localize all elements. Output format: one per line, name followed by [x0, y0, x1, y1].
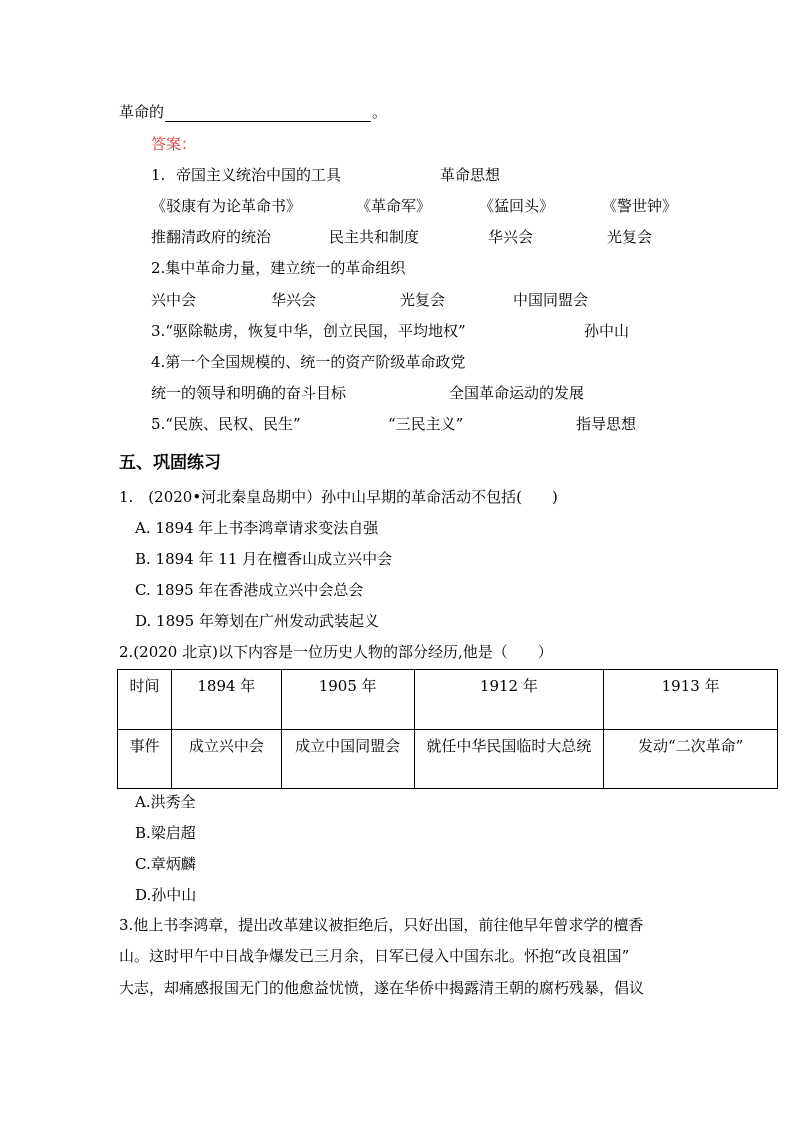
- fill-in-blank: [165, 106, 371, 122]
- org-name: 华兴会: [271, 291, 317, 309]
- answer-item: 华兴会: [488, 228, 534, 246]
- table-row: [118, 670, 778, 730]
- table-header-cell: 1912 年: [414, 670, 604, 730]
- table-cell: 成立中国同盟会: [281, 730, 414, 789]
- intro-suffix: 。: [372, 103, 388, 121]
- question-1-option-d: D. 1895 年筹划在广州发动武装起义: [135, 612, 379, 630]
- table-cell: 事件: [118, 730, 172, 789]
- question-2-option-b: B.梁启超: [135, 824, 196, 842]
- answer-1-number: 1.: [151, 166, 166, 184]
- answer-1-part1: 帝国主义统治中国的工具: [176, 166, 342, 184]
- question-1-option-c: C. 1895 年在香港成立兴中会总会: [135, 581, 364, 599]
- question-3-line: 山。这时甲午中日战争爆发已三月余，日军已侵入中国东北。怀抱“改良祖国”: [119, 947, 630, 965]
- answer-4: 4.第一个全国规模的、统一的资产阶级革命政党: [151, 353, 466, 371]
- question-1-stem: 1. (2020•河北秦皇岛期中）孙中山早期的革命活动不包括( ): [119, 488, 558, 506]
- answer-3-text: 3.“驱除鞑虏，恢复中华，创立民国，平均地权”: [151, 322, 466, 340]
- table-row: [118, 730, 778, 789]
- question-1-option-b: B. 1894 年 11 月在檀香山成立兴中会: [135, 550, 393, 568]
- table-header-cell: 1913 年: [604, 670, 778, 730]
- answer-label: 答案：: [151, 135, 197, 153]
- answer-item: 光复会: [607, 228, 653, 246]
- answer-item: 民主共和制度: [329, 228, 420, 246]
- answer-item: 指导思想: [576, 415, 637, 433]
- answer-1-part2: 革命思想: [440, 166, 501, 184]
- intro-line: [119, 102, 387, 122]
- question-2-option-d: D.孙中山: [135, 886, 197, 904]
- org-name: 中国同盟会: [513, 291, 589, 309]
- question-2-option-a: A.洪秀全: [135, 793, 196, 811]
- answer-3-name: 孙中山: [584, 322, 630, 340]
- table-header-cell: 时间: [118, 670, 172, 730]
- answer-item: 全国革命运动的发展: [449, 384, 585, 402]
- intro-prefix: 革命的: [119, 103, 165, 121]
- section-title: 五、巩固练习: [119, 453, 221, 473]
- answer-2: 2.集中革命力量，建立统一的革命组织: [151, 259, 406, 277]
- question-1-option-a: A. 1894 年上书李鸿章请求变法自强: [135, 519, 379, 537]
- table-cell: 就任中华民国临时大总统: [414, 730, 604, 789]
- answer-item: 统一的领导和明确的奋斗目标: [151, 384, 347, 402]
- answer-item: 推翻清政府的统治: [151, 228, 272, 246]
- org-name: 兴中会: [151, 291, 197, 309]
- history-events-table: [117, 669, 778, 789]
- question-2-option-c: C.章炳麟: [135, 855, 196, 873]
- answer-item: “三民主义”: [388, 415, 464, 433]
- table-header-cell: 1894 年: [171, 670, 281, 730]
- book-title: 《猛回头》: [479, 197, 555, 215]
- answer-item: 5.“民族、民权、民生”: [151, 415, 301, 433]
- question-2-stem: 2.(2020 北京)以下内容是一位历史人物的部分经历,他是（ ）: [119, 643, 553, 661]
- book-title: 《驳康有为论革命书》: [151, 197, 302, 215]
- book-title: 《警世钟》: [602, 197, 678, 215]
- table-cell: 成立兴中会: [171, 730, 281, 789]
- question-3-line: 3.他上书李鸿章，提出改革建议被拒绝后，只好出国，前往他早年曾求学的檀香: [119, 916, 644, 934]
- question-3-line: 大志，却痛感报国无门的他愈益忧愤，遂在华侨中揭露清王朝的腐朽残暴，倡议: [119, 979, 645, 997]
- table-cell: 发动“二次革命”: [604, 730, 778, 789]
- book-title: 《革命军》: [356, 197, 432, 215]
- table-header-cell: 1905 年: [281, 670, 414, 730]
- org-name: 光复会: [400, 291, 446, 309]
